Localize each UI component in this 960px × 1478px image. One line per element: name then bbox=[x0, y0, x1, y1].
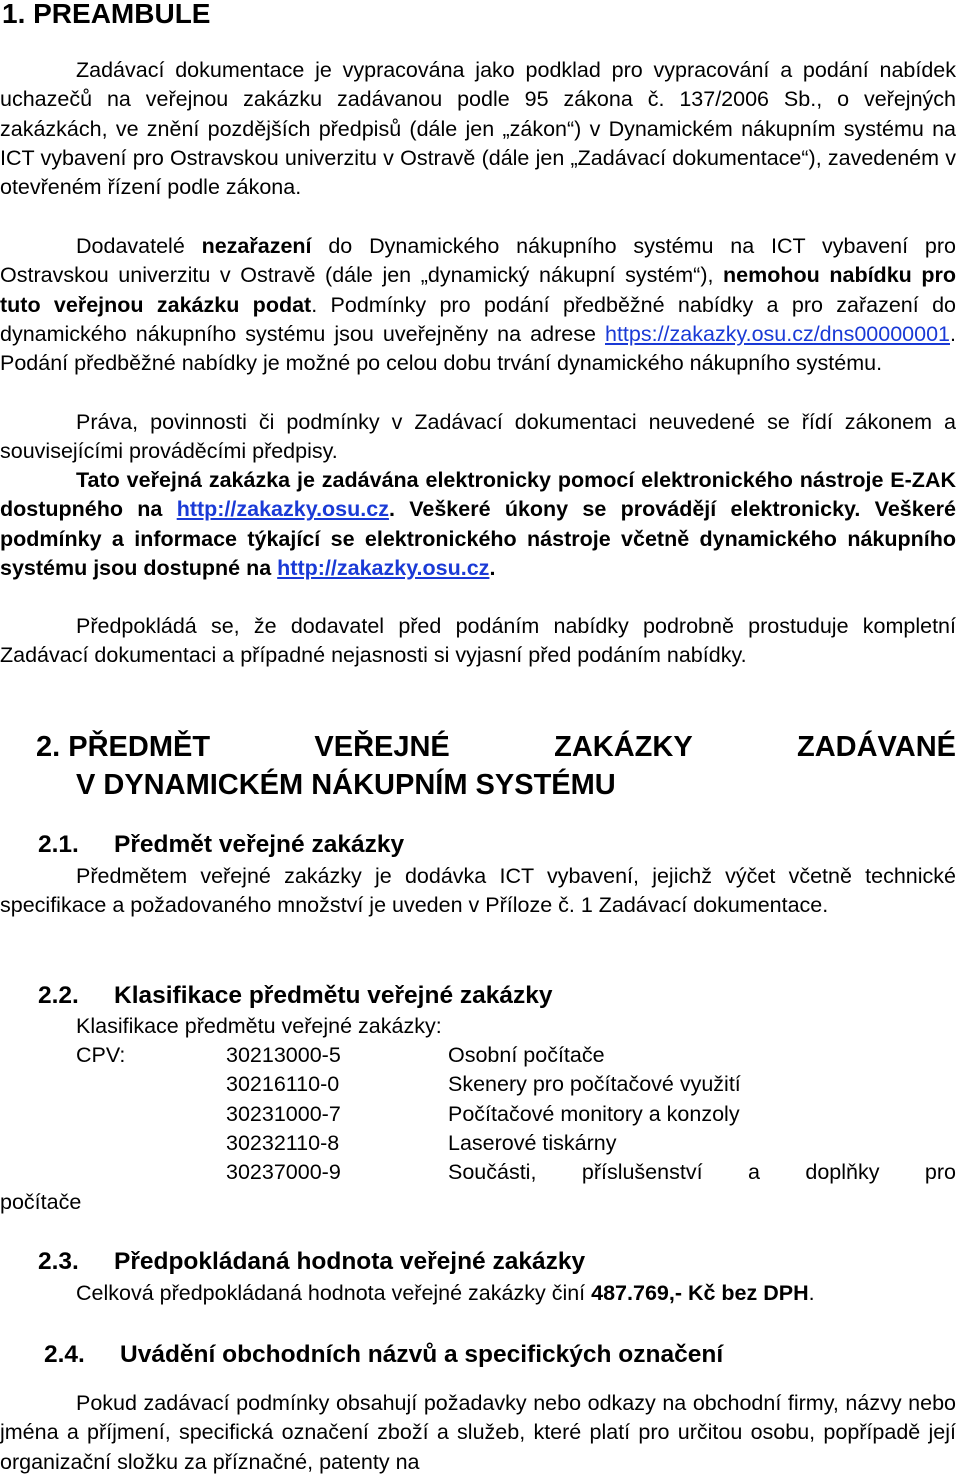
section-2-3-text bbox=[0, 1279, 956, 1308]
cpv-description-word: příslušenství bbox=[581, 1160, 703, 1185]
cpv-description-word: doplňky bbox=[805, 1160, 880, 1185]
heading-word: VEŘEJNÉ bbox=[314, 731, 450, 763]
estimated-value: 487.769,- Kč bez DPH bbox=[591, 1281, 809, 1305]
dns-link[interactable]: https://zakazky.osu.cz/dns00000001 bbox=[605, 321, 951, 346]
cpv-code: 30237000-9 bbox=[226, 1160, 341, 1185]
text: Pokud zadávací podmínky obsahují požadavky nebo odkazy na obchodní firmy, názvy nebo jména a příjmení, specifická označení zboží a služeb, které platí pro určitou osobu, popřípadě její organizační složku za příznačné, patenty na bbox=[0, 1391, 956, 1474]
text: do Dynamického nákupního systému na ICT vybavení pro Ostravskou univerzitu v Ostravě (dále jen „dynamický nákupní systém“), bbox=[0, 234, 956, 288]
heading-line-2: V DYNAMICKÉM NÁKUPNÍM SYSTÉMU bbox=[76, 769, 616, 801]
text: Práva, povinnosti či podmínky v Zadávací dokumentaci neuvedené se řídí zákonem a souvisejícími prováděcími předpisy. bbox=[0, 410, 956, 464]
cpv-row bbox=[76, 1158, 956, 1187]
heading-title: Předpokládaná hodnota veřejné zakázky bbox=[114, 1248, 586, 1275]
preamble-paragraph-4 bbox=[0, 466, 956, 583]
preamble-paragraph-5 bbox=[0, 612, 956, 671]
section-2-4-heading bbox=[44, 1340, 723, 1370]
preamble-paragraph-1 bbox=[0, 56, 956, 202]
cpv-table bbox=[76, 1041, 956, 1187]
ezak-link-2[interactable]: http://zakazky.osu.cz bbox=[277, 555, 490, 580]
heading-number: 2.2. bbox=[38, 982, 79, 1009]
bold-text: . bbox=[489, 555, 496, 580]
cpv-description-word: a bbox=[747, 1160, 760, 1185]
cpv-description-continuation: počítače bbox=[0, 1190, 82, 1214]
bold-text: Tato veřejná zakázka je zadávána elektronicky pomocí elektronického nástroje E-ZAK dostupného na bbox=[0, 468, 956, 522]
preamble-paragraph-2 bbox=[0, 232, 956, 378]
heading-title: Předmět veřejné zakázky bbox=[114, 831, 405, 858]
text: Klasifikace předmětu veřejné zakázky: bbox=[76, 1014, 442, 1038]
heading-title: Uvádění obchodních názvů a specifických označení bbox=[120, 1341, 724, 1368]
cpv-description: Osobní počítače bbox=[448, 1043, 605, 1067]
heading-number: 2. bbox=[36, 731, 61, 763]
heading-number: 2.1. bbox=[38, 831, 79, 858]
section-2-4-text bbox=[0, 1389, 956, 1477]
cpv-code: 30231000-7 bbox=[226, 1101, 341, 1126]
cpv-description-word: pro bbox=[924, 1160, 956, 1185]
cpv-code: 30213000-5 bbox=[226, 1043, 341, 1067]
cpv-description: Skenery pro počítačové využití bbox=[448, 1072, 741, 1097]
cpv-row bbox=[76, 1129, 956, 1158]
ezak-link-1[interactable]: http://zakazky.osu.cz bbox=[176, 497, 389, 522]
cpv-description: Laserové tiskárny bbox=[448, 1130, 617, 1155]
heading-title: Klasifikace předmětu veřejné zakázky bbox=[114, 982, 553, 1009]
section-2-2-intro bbox=[0, 1012, 956, 1041]
section-2-2-heading bbox=[38, 981, 553, 1011]
cpv-description-word: Součásti, bbox=[448, 1160, 537, 1185]
cpv-description: Počítačové monitory a konzoly bbox=[448, 1101, 740, 1126]
section-2-heading bbox=[36, 728, 956, 804]
cpv-row bbox=[76, 1100, 956, 1129]
heading-number: 2.4. bbox=[44, 1341, 85, 1368]
text: . Podání předběžné nabídky je možné po celou dobu trvání dynamického nákupního systému. bbox=[0, 321, 956, 376]
cpv-code: 30216110-0 bbox=[226, 1072, 340, 1097]
bold-text: nezařazení bbox=[201, 234, 312, 258]
section-1-heading: 1. PREAMBULE bbox=[2, 0, 211, 29]
heading-word: ZADÁVANÉ bbox=[797, 731, 956, 763]
preamble-paragraph-3 bbox=[0, 408, 956, 467]
heading-number: 2.3. bbox=[38, 1248, 79, 1275]
text: Předpokládá se, že dodavatel před podáním nabídky podrobně prostuduje kompletní Zadávací dokumentaci a případné nejasnosti si vyjasní před podáním nabídky. bbox=[0, 614, 956, 668]
text: Předmětem veřejné zakázky je dodávka ICT vybavení, jejichž výčet včetně technické specifikace a požadovaného množství je uveden v Příloze č. 1 Zadávací dokumentace. bbox=[0, 864, 956, 918]
text: . bbox=[808, 1281, 815, 1305]
cpv-row bbox=[76, 1070, 956, 1099]
section-2-1-text bbox=[0, 862, 956, 921]
cpv-code: 30232110-8 bbox=[226, 1130, 340, 1155]
text: Celková předpokládaná hodnota veřejné zakázky činí bbox=[76, 1281, 592, 1305]
bold-text: . Veškeré úkony se provádějí elektronicky. Veškeré podmínky a informace týkající se elektronického nástroje včetně dynamického nákupního systému jsou dostupné na bbox=[0, 497, 956, 580]
text: Dodavatelé bbox=[76, 234, 202, 258]
cpv-row bbox=[76, 1041, 956, 1070]
section-2-3-heading bbox=[38, 1247, 585, 1277]
heading-word: ZAKÁZKY bbox=[554, 731, 693, 763]
preamble-text-1: Zadávací dokumentace je vypracována jako podklad pro vypracování a podání nabídek uchazečů na veřejnou zakázku zadávanou podle 95 zákona č. 137/2006 Sb., o veřejných zakázkách, ve znění pozdějších předpisů (dále jen „zákon“) v Dynamickém nákupním systému na ICT vybavení pro Ostravskou univerzitu v Ostravě (dále jen „Zadávací dokumentace“), zavedeném v otevřeném řízení podle zákona. bbox=[0, 58, 956, 200]
cpv-description bbox=[448, 1158, 956, 1187]
bold-text: nemohou nabídku pro tuto veřejnou zakázku podat bbox=[0, 263, 956, 317]
section-2-1-heading bbox=[38, 830, 404, 860]
text: . Podmínky pro podání předběžné nabídky a pro zařazení do dynamického nákupního systému jsou uveřejněny na adrese bbox=[0, 292, 956, 346]
heading-word: PŘEDMĚT bbox=[68, 731, 211, 763]
cpv-label: CPV: bbox=[76, 1043, 126, 1067]
